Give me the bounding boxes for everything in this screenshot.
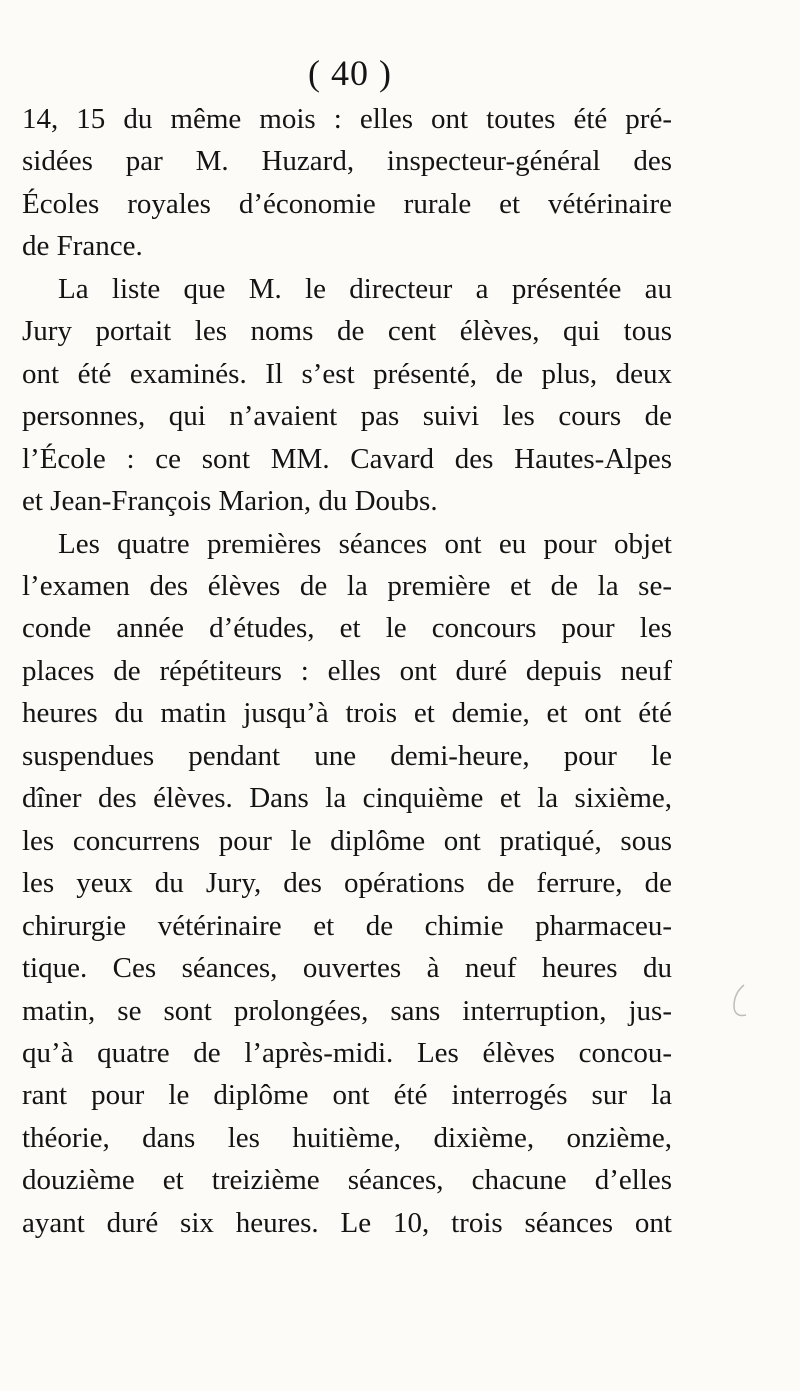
- text-line: l’examen des élèves de la première et de la se-: [22, 569, 672, 602]
- text-line: Jury portait les noms de cent élèves, qui tous: [22, 315, 672, 348]
- text-line: personnes, qui n’avaient pas suivi les cours de: [22, 400, 672, 433]
- text-line: 14, 15 du même mois : elles ont toutes été pré-: [22, 103, 672, 135]
- text-line: places de répétiteurs : elles ont duré depuis neuf: [22, 654, 672, 687]
- text-line: chirurgie vétérinaire et de chimie pharmaceu-: [22, 909, 672, 942]
- text-line: douzième et treizième séances, chacune d’elles: [22, 1164, 672, 1197]
- text-line: l’École : ce sont MM. Cavard des Hautes-Alpes: [22, 442, 672, 475]
- text-line: les concurrens pour le diplôme ont pratiqué, sous: [22, 824, 672, 857]
- text-line: Les quatre premières séances ont eu pour objet: [58, 527, 672, 560]
- text-line: qu’à quatre de l’après-midi. Les élèves concou-: [22, 1036, 672, 1069]
- paragraph-3: [22, 523, 672, 1245]
- text-line: sidées par M. Huzard, inspecteur-général des: [22, 145, 672, 178]
- text-line: et Jean-François Marion, du Doubs.: [22, 485, 438, 518]
- text-line: Écoles royales d’économie rurale et vétérinaire: [22, 187, 672, 220]
- text-line: les yeux du Jury, des opérations de ferrure, de: [22, 867, 672, 900]
- text-line: suspendues pendant une demi-heure, pour le: [22, 739, 672, 772]
- text-line: La liste que M. le directeur a présentée au: [58, 272, 672, 305]
- text-line: ayant duré six heures. Le 10, trois séances ont: [22, 1206, 672, 1239]
- text-line: conde année d’études, et le concours pour les: [22, 612, 672, 645]
- paragraph-1: [22, 98, 672, 268]
- page-number: ( 40 ): [308, 53, 392, 93]
- text-line: ont été examinés. Il s’est présenté, de plus, deux: [22, 357, 672, 390]
- page-text: [22, 98, 672, 1244]
- text-line: dîner des élèves. Dans la cinquième et la sixième,: [22, 782, 672, 815]
- margin-pencil-mark: [726, 982, 756, 1022]
- text-line: matin, se sont prolongées, sans interruption, jus-: [22, 994, 672, 1027]
- text-line: de France.: [22, 230, 143, 263]
- text-line: heures du matin jusqu’à trois et demie, et ont été: [22, 697, 672, 730]
- paragraph-2: [22, 268, 672, 523]
- text-line: tique. Ces séances, ouvertes à neuf heures du: [22, 952, 672, 985]
- text-line: théorie, dans les huitième, dixième, onzième,: [22, 1121, 672, 1154]
- text-line: rant pour le diplôme ont été interrogés sur la: [22, 1079, 672, 1112]
